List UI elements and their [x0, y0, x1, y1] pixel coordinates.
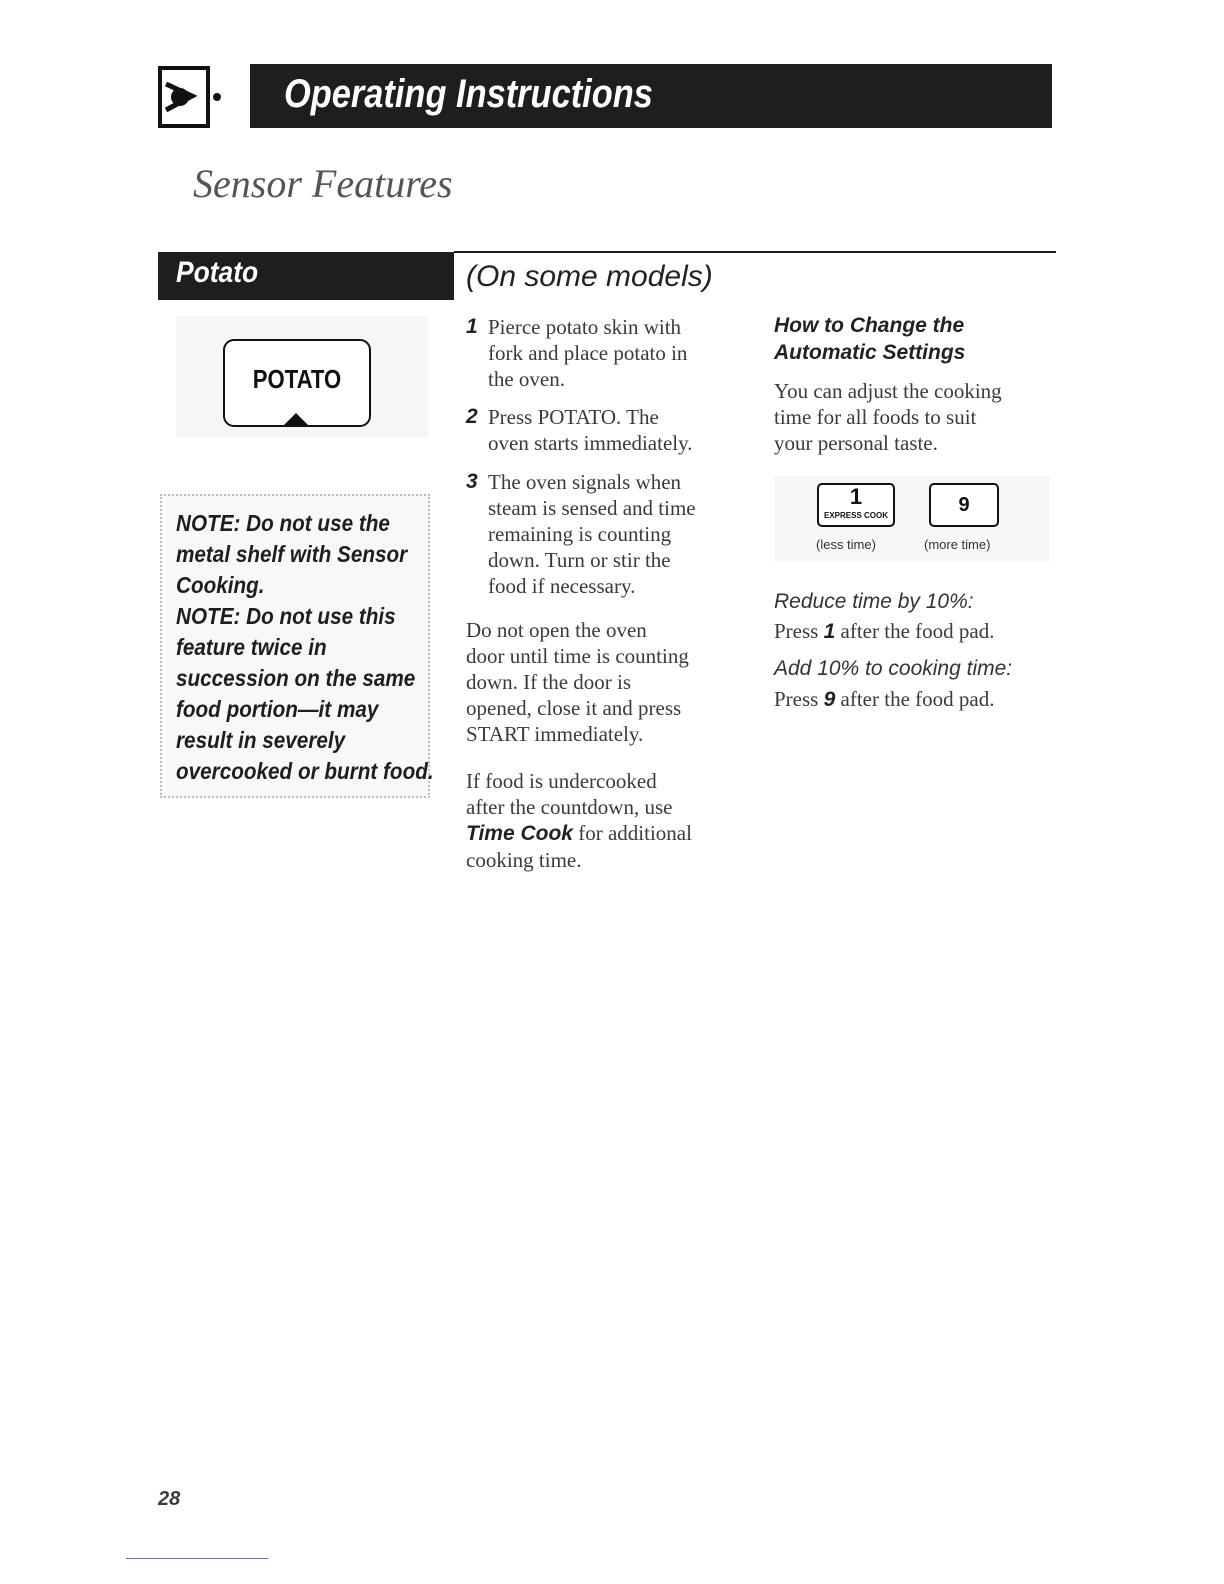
note-line: metal shelf with Sensor: [176, 541, 408, 567]
door-paragraph: [466, 617, 756, 747]
adjust-heading-line: How to Change the: [774, 314, 965, 337]
note-line: food portion—it may: [176, 696, 379, 722]
step-text: oven starts immediately.: [488, 431, 693, 455]
add-key: 9: [823, 688, 836, 711]
step-text: down. Turn or stir the: [488, 548, 671, 572]
express-cook-label: EXPRESS COOK: [823, 511, 888, 520]
less-time-label: (less time): [816, 537, 876, 552]
note-line: succession on the same: [176, 665, 416, 691]
microwave-manual-icon: [158, 66, 222, 128]
add-pre: Press: [774, 687, 824, 711]
note-line: NOTE: Do not use the: [176, 510, 390, 536]
step-text: The oven signals when: [488, 470, 682, 494]
note-line: feature twice in: [176, 634, 327, 660]
potato-tab-label: Potato: [176, 256, 259, 289]
section-title: Sensor Features: [193, 161, 453, 206]
paragraph-line: after the countdown, use: [466, 795, 673, 819]
note-line: Cooking.: [176, 572, 265, 598]
note-line: overcooked or burnt food.: [176, 758, 434, 784]
note-line: result in severely: [176, 727, 346, 753]
page-header-title: Operating Instructions: [284, 72, 653, 116]
note-line: NOTE: Do not use this: [176, 603, 396, 629]
paragraph-line: You can adjust the cooking: [774, 379, 1002, 403]
step-text: Pierce potato skin with: [488, 315, 682, 339]
section-rule: [454, 251, 1056, 253]
potato-keypad-illustration: [176, 316, 428, 438]
paragraph-line: your personal taste.: [774, 431, 938, 455]
more-time-label: (more time): [924, 537, 991, 552]
step-text: Press POTATO. The: [488, 405, 659, 429]
paragraph-line: opened, close it and press: [466, 696, 682, 720]
paragraph-line: If food is undercooked: [466, 769, 657, 793]
key-1-label: 1: [849, 484, 863, 509]
page-number: 28: [158, 1488, 181, 1510]
add-text: [774, 686, 994, 713]
paragraph-line: START immediately.: [466, 722, 644, 746]
reduce-pre: Press: [774, 619, 824, 643]
reduce-key: 1: [823, 620, 836, 643]
step-text: the oven.: [488, 367, 565, 391]
potato-key-label: POTATO: [252, 364, 342, 394]
step-text: steam is sensed and time: [488, 496, 696, 520]
paragraph-line: door until time is counting: [466, 644, 689, 668]
paragraph-line: time for all foods to suit: [774, 405, 977, 429]
paragraph-text: for additional: [572, 821, 692, 845]
step-number: 2: [466, 405, 478, 428]
add-post: after the food pad.: [835, 687, 995, 711]
reduce-text: [774, 618, 994, 645]
time-cook-term: Time Cook: [466, 822, 573, 845]
paragraph-line: Do not open the oven: [466, 618, 647, 642]
step-text: remaining is counting: [488, 522, 672, 546]
step-number: 3: [466, 470, 478, 493]
adjust-heading-line: Automatic Settings: [774, 341, 966, 364]
footer-line: [126, 1558, 268, 1559]
step-number: 1: [466, 315, 478, 338]
key-9-label: 9: [958, 494, 970, 516]
reduce-heading: Reduce time by 10%:: [774, 590, 974, 613]
adjust-keys-illustration: [774, 476, 1050, 562]
step-text: fork and place potato in: [488, 341, 688, 365]
sensor-note-box: [160, 494, 434, 798]
adjust-intro: [774, 378, 1054, 456]
undercooked-paragraph: [466, 768, 756, 873]
paragraph-line: down. If the door is: [466, 670, 632, 694]
adjust-heading: [774, 312, 965, 366]
step-text: food if necessary.: [488, 574, 636, 598]
reduce-post: after the food pad.: [835, 619, 995, 643]
paragraph-line: [466, 820, 756, 847]
models-note: (On some models): [466, 260, 713, 293]
add-heading: Add 10% to cooking time:: [774, 657, 1013, 680]
paragraph-line: cooking time.: [466, 848, 582, 872]
